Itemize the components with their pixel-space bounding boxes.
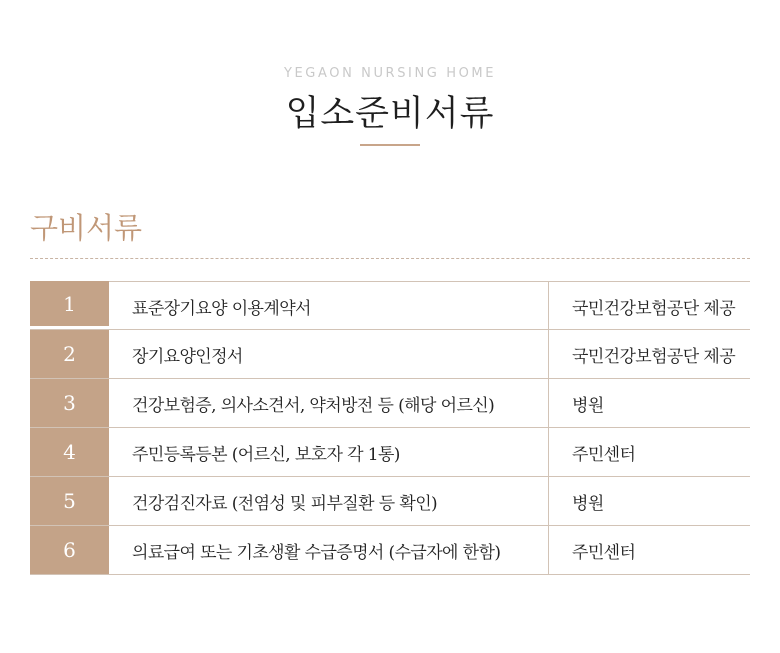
title-underline xyxy=(360,144,420,146)
column-divider xyxy=(548,428,549,476)
document-name: 장기요양인정서 xyxy=(132,346,243,367)
section-title: 구비서류 xyxy=(30,211,143,245)
column-divider xyxy=(548,477,549,525)
document-name: 주민등록등본 (어르신, 보호자 각 1통) xyxy=(132,444,400,465)
row-number: 6 xyxy=(30,526,109,574)
documents-table xyxy=(30,281,750,575)
document-source: 국민건강보험공단 제공 xyxy=(572,298,736,319)
table-row xyxy=(30,428,750,477)
document-source: 주민센터 xyxy=(572,542,636,563)
document-source: 주민센터 xyxy=(572,444,636,465)
document-source: 병원 xyxy=(572,395,604,416)
document-source: 국민건강보험공단 제공 xyxy=(572,346,736,367)
document-source: 병원 xyxy=(572,493,604,514)
page-title: 입소준비서류 xyxy=(285,94,495,134)
row-number: 4 xyxy=(30,428,109,476)
table-row xyxy=(30,330,750,379)
section-divider xyxy=(30,258,750,259)
column-divider xyxy=(548,330,549,378)
table-row xyxy=(30,379,750,428)
table-row xyxy=(30,281,750,330)
row-number: 1 xyxy=(30,281,109,326)
document-name: 건강검진자료 (전염성 및 피부질환 등 확인) xyxy=(132,493,438,514)
table-row xyxy=(30,526,750,575)
row-number: 5 xyxy=(30,477,109,525)
document-name: 의료급여 또는 기초생활 수급증명서 (수급자에 한함) xyxy=(132,542,501,563)
site-subtitle: YEGAON NURSING HOME xyxy=(283,66,497,81)
table-row xyxy=(30,477,750,526)
column-divider xyxy=(548,526,549,574)
row-number: 2 xyxy=(30,330,109,378)
row-number: 3 xyxy=(30,379,109,427)
column-divider xyxy=(548,282,549,330)
column-divider xyxy=(548,379,549,427)
document-name: 건강보험증, 의사소견서, 약처방전 등 (해당 어르신) xyxy=(132,395,495,416)
document-name: 표준장기요양 이용계약서 xyxy=(132,298,311,319)
